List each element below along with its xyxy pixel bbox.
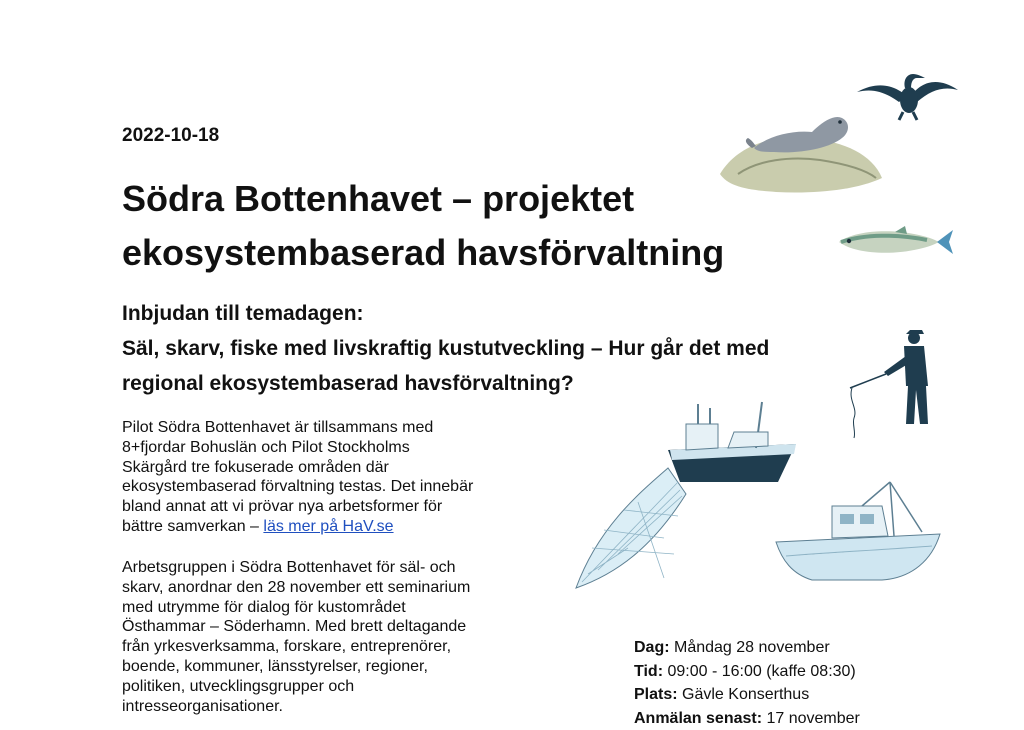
seminar-line: från yrkesverksamma, forskare, entreprenörer,: [122, 637, 512, 657]
event-place-value: Gävle Konserthus: [678, 686, 810, 703]
event-deadline-label: Anmälan senast:: [634, 710, 762, 727]
event-day-value: Måndag 28 november: [670, 639, 830, 656]
event-info: [634, 636, 860, 730]
event-place: [634, 683, 860, 707]
title-line-2: ekosystembaserad havsförvaltning: [122, 226, 724, 280]
document-date: 2022-10-18: [122, 125, 219, 147]
event-deadline: [634, 707, 860, 730]
fishing-boat-illustration: [772, 478, 944, 584]
event-deadline-value: 17 november: [762, 710, 860, 727]
subtitle-line-3: regional ekosystembaserad havsförvaltning?: [122, 366, 882, 401]
intro-paragraph: [122, 418, 512, 537]
event-place-label: Plats:: [634, 686, 678, 703]
event-time-value: 09:00 - 16:00 (kaffe 08:30): [663, 663, 856, 680]
event-day-label: Dag:: [634, 639, 670, 656]
title-line-1: Södra Bottenhavet – projektet: [122, 172, 724, 226]
intro-line-prefix: bättre samverkan –: [122, 518, 263, 535]
seminar-line: skarv, anordnar den 28 november ett seminarium: [122, 578, 512, 598]
hav-link[interactable]: läs mer på HaV.se: [263, 518, 393, 535]
seminar-line: Arbetsgruppen i Södra Bottenhavet för säl- och: [122, 558, 512, 578]
intro-line: ekosystembaserad förvaltning testas. Det innebär: [122, 477, 512, 497]
page-title: [122, 172, 724, 280]
intro-line: Pilot Södra Bottenhavet är tillsammans med: [122, 418, 512, 438]
seminar-line: med utrymme för dialog för kustområdet: [122, 598, 512, 618]
invitation-subtitle: [122, 296, 882, 401]
event-time: [634, 660, 860, 684]
intro-line: 8+fjordar Bohuslän och Pilot Stockholms: [122, 438, 512, 458]
seminar-line: intresseorganisationer.: [122, 697, 512, 717]
seminar-paragraph: [122, 558, 512, 716]
seminar-line: boende, kommuner, länsstyrelser, regioner,: [122, 657, 512, 677]
event-time-label: Tid:: [634, 663, 663, 680]
seminar-line: Östhammar – Söderhamn. Med brett deltagande: [122, 617, 512, 637]
angler-illustration: [848, 328, 938, 440]
seminar-line: politiken, utvecklingsgrupper och: [122, 677, 512, 697]
event-day: [634, 636, 860, 660]
subtitle-line-2: Säl, skarv, fiske med livskraftig kustutveckling – Hur går det med: [122, 331, 882, 366]
trawler-with-net-illustration: [568, 398, 804, 598]
intro-line: Skärgård tre fokuserade områden där: [122, 458, 512, 478]
intro-line: bland annat att vi prövar nya arbetsformer för: [122, 497, 512, 517]
subtitle-line-1: Inbjudan till temadagen:: [122, 296, 882, 331]
herring-fish-illustration: [835, 224, 955, 260]
seal-on-rock-illustration: [716, 108, 886, 194]
intro-last-line: [122, 517, 512, 537]
